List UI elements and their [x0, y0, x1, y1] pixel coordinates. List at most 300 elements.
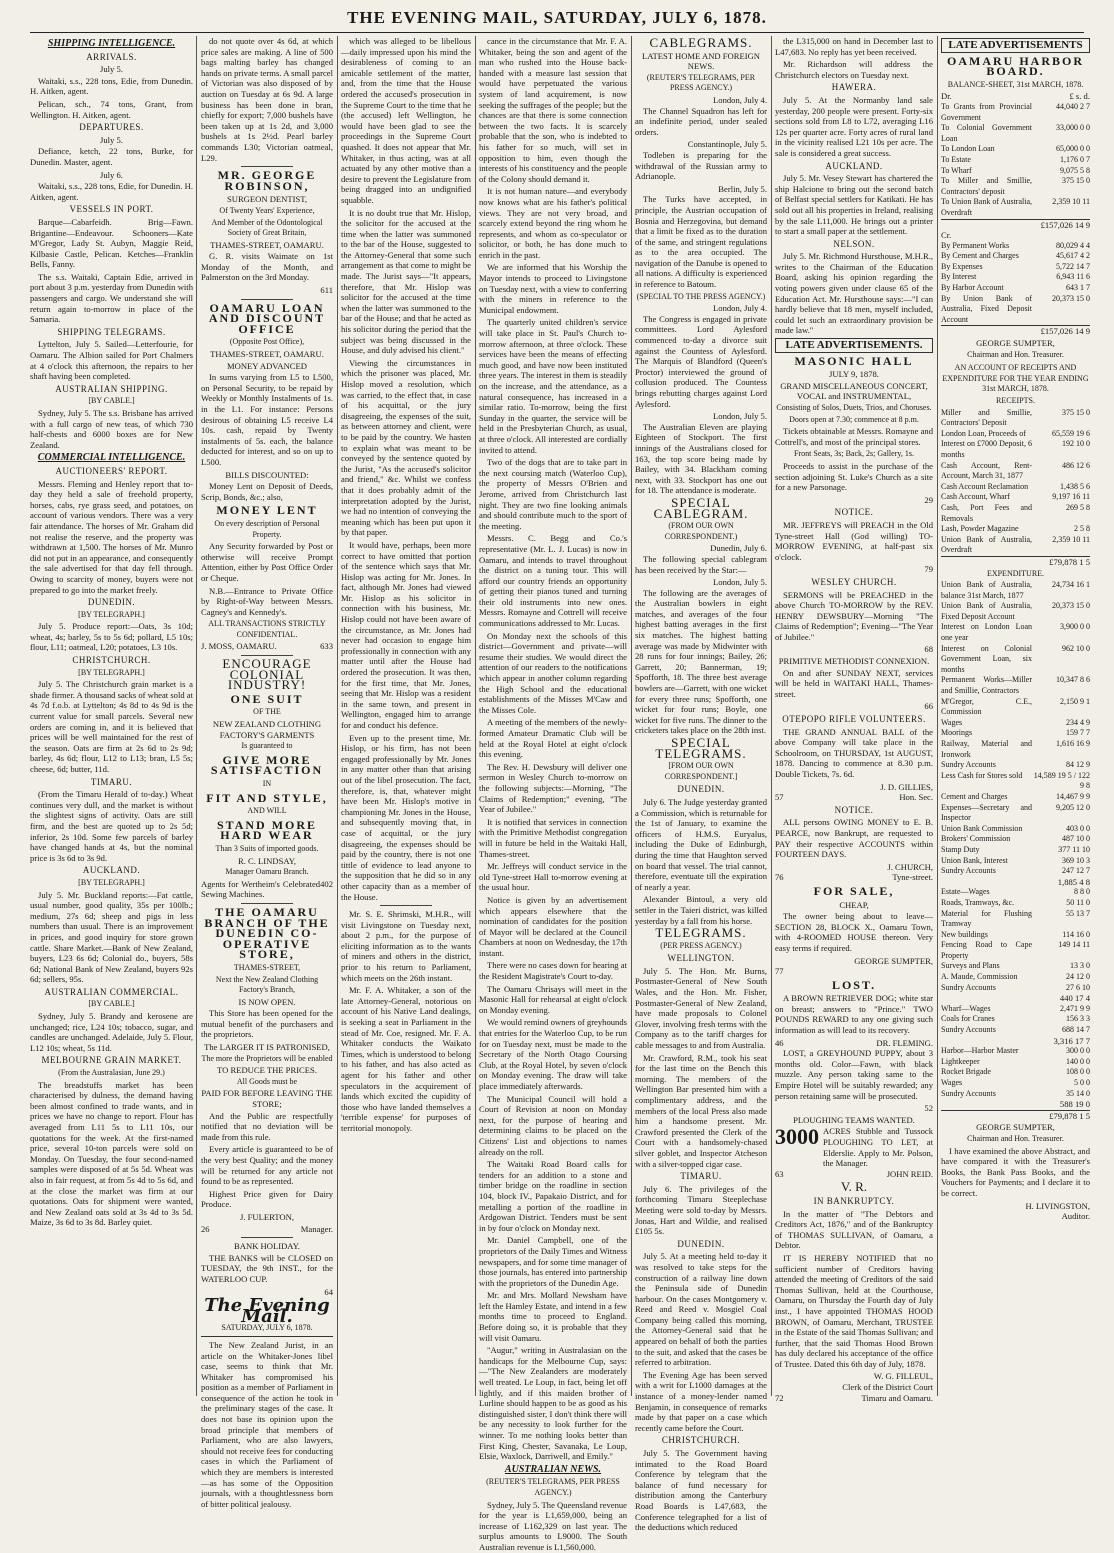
section-box-heading: LATE ADVERTISEMENTS. — [775, 338, 933, 353]
news-paragraph: July 5. Mr. Vesey Stewart has chartered the ship Halcione to bring out the second batch of Belfast special settlers for Katikati. He has sold out all his properties in Ireland, realising by the sale L11,000. He brings out a printer to start a small paper at the settlement. — [775, 173, 933, 237]
ad-number: 68 — [924, 644, 933, 655]
news-paragraph: The following special cablegram has been received by the Star:— — [635, 553, 767, 575]
subheading: CHRISTCHURCH. — [661, 1435, 741, 1446]
ad-heading: WESLEY CHURCH. — [811, 576, 897, 587]
row-value: 44,040 2 7 — [1056, 101, 1090, 111]
ad-heading: IN BANKRUPTCY. — [813, 1195, 895, 1206]
article-paragraph: Waitaki, s.s., 228 tons, Edie, for Dunedin. H. Aitken, agent. — [30, 181, 193, 202]
ad-line: Hon. Sec. — [899, 792, 933, 803]
row-value: 375 15 0 — [1062, 176, 1090, 186]
editorial-paragraph: Viewing the circumstances in which the prisoner was placed, Mr. Hislop moved a resolution, which was carried, to the effect that, in case of his acquittal, or the jury disagreeing, the expenses of the suit, as between attorney and client, were to be paid by the country. We hasten to explain what was meant to be conveyed by the sentence quoted by the Jurist, "As the accused's solicitor and friend," &c. Whilst we confess that it does probably admit of the interpretation adopted by the Jurist, we had no intention of conveying the meaning which has been put upon it by that paper. — [341, 357, 471, 538]
subheading: ARRIVALS. — [86, 51, 137, 62]
ad-line: NEW ZEALAND CLOTHING FACTORY'S GARMENTS — [212, 719, 322, 740]
ad-heading: STAND MORE HARD WEAR — [216, 817, 318, 843]
ad-text: THE BANKS will be CLOSED on TUESDAY, the 9th INST., for the WATERLOO CUP. — [201, 1252, 333, 1284]
article-paragraph: Waitaki, s.s., 228 tons, Edie, from Dunedin. H. Aitken, agent. — [30, 75, 193, 97]
row-label: M'Gregor, C.E., Commission — [941, 696, 1032, 717]
table-row — [941, 940, 1090, 961]
news-paragraph: It is not human nature—and everybody now knows what are his father's political views. They are not very broad, and scarcely extend beyond the ring whom he represents, and whom as co-speculator or solicitor, or both, he has done much to enrich in the past. — [479, 186, 627, 260]
news-paragraph: It is notified that services in connection with the Primitive Methodist congregation will in future be held in the Waitaki Hall, Thames-street. — [479, 816, 627, 859]
table-row — [941, 824, 1090, 835]
row-value: 50 11 0 — [1066, 897, 1090, 907]
table-row — [941, 845, 1090, 856]
source-line: (SPECIAL TO THE PRESS AGENCY.) — [636, 291, 766, 301]
cr-label: Cr. — [941, 230, 952, 241]
row-label: Interest on London Loan one year — [941, 622, 1032, 643]
editorial-paragraph: The New Zealand Jurist, in an article on the Whitaker-Jones libel case, seems to think that Mr. Whitaker has compromised his position as a member of Parliament in consequence of the action he took in the preliminary stages of the case. It does not base its opinion upon the broad principle that members of Parliament, who are also lawyers, should not receive fees for conducting cases in which the Parliament of which they are members is interested—as has some of the Opposition journals, with a thoughtlessness born of bitter political jealousy. — [201, 1339, 333, 1509]
row-value: 24 12 0 — [1066, 972, 1090, 982]
ad-number: 633 — [320, 641, 333, 652]
row-label: Union Bank of Australia, balance 31st March, 1877 — [941, 580, 1032, 600]
dateline: July 5. — [100, 134, 123, 145]
ad-line: Manager Oamaru Branch. — [225, 867, 309, 877]
table-row — [941, 272, 1090, 283]
row-value: 2,359 10 11 — [1052, 534, 1090, 544]
ad-line: Than 3 Suits of imported goods. — [215, 843, 319, 853]
ad-text: A BROWN RETRIEVER DOG; white star on breast; answers to "Prince." TWO POUNDS REWARD to any one giving such information as will lead to its recovery. — [775, 993, 933, 1036]
row-value: 9,075 5 8 — [1060, 165, 1090, 175]
column-1 — [30, 36, 193, 1398]
table-total: £157,026 14 9 — [941, 219, 1090, 231]
news-paragraph: We are informed that his Worship the Mayor intends to proceed to Livingstone on Tuesday next, with a view to conferring with the miners in reference to the Municipal endowment. — [479, 262, 627, 315]
ad-text: N.B.—Entrance to Private Office by Right-of-Way between Messrs. Cagney's and Kennedy's. — [201, 585, 333, 617]
row-label: To London Loan — [941, 144, 995, 154]
row-value: 1,616 16 9 — [1056, 739, 1090, 748]
ad-line: RECEIPTS. — [996, 396, 1035, 405]
ad-line: BALANCE-SHEET, 31st MARCH, 1878. — [947, 79, 1084, 89]
ad-line: Auditor. — [1061, 1211, 1090, 1222]
ad-line: JULY 9, 1878. — [829, 369, 879, 380]
table-row — [941, 866, 1090, 877]
source-line: (REUTER'S TELEGRAMS, PER PRESS AGENCY.) — [646, 72, 756, 93]
news-paragraph: "Augur," writing in Australasian on the handicaps for the Melbourne Cup, says:—"The New Zealanders are moderately well treated. Le Loup, in fact, being let off lightly, and if this maiden brother of Lurline should happen to be as good as his distinguished sister, I don't think there will be any necessity to look further for the winner. To me nothing looks better than First King, Chester, Savanaka, Le Loup, Elsie, Waxlock, Darriwell, and Emily." — [479, 1345, 627, 1462]
ad-line: TO REDUCE THE PRICES. — [217, 1065, 317, 1076]
news-paragraph: The quarterly united children's service will take place in St. Paul's Church to-morrow afternoon, at three o'clock. These services have been the means of effecting much good, and have now been instituted three years. The interest in them is steadily on the increase, and the attendance, as a natural consequence, has increased in a similar ratio. To-morrow, being the first Sunday in the quarter, the service will be held in the Presbyterian Church, as usual, at three o'clock. All interested are cordially invited to attend. — [479, 317, 627, 455]
article-paragraph: Lyttelton, July 5. Sailed—Letterfourie, for Oamaru. The Albion sailed for Port Chalmers at 4 o'clock this afternoon, the repairs to her shaft having been completed. — [30, 339, 193, 382]
ad-heading: FOR SALE, — [813, 883, 895, 898]
news-paragraph: July 5. The Hon. Mr. Burns, Postmaster-General of New South Wales, and the Hon. Mr. Fisher, Postmaster-General of New Zealand, have made proposals to Colonel Glover, involving fresh terms with the Company as to the tariff charges for cable messages to and from Australia. — [635, 965, 767, 1051]
subheading: AUCKLAND. — [825, 160, 883, 171]
row-value: 234 4 9 — [1066, 717, 1090, 727]
article-paragraph: Defiance, ketch, 22 tons, Burke, for Dunedin. Master, agent. — [30, 146, 193, 167]
row-value: 962 10 0 — [1062, 643, 1090, 653]
row-label: Estate—Wages — [941, 887, 990, 897]
row-value: 1,176 0 7 — [1060, 154, 1090, 164]
news-paragraph: July 5. The Government having intimated to the Road Board Conference by telegram that the balance of fund necessary for distribution among the Canterbury Road Boards is L47,683, the Conference telegraphed for a list of the deductions which reduced — [635, 1448, 767, 1533]
news-paragraph: The Channel Squadron has left for an indefinite period, under sealed orders. — [635, 105, 767, 137]
ad-heading: MASONIC HALL — [794, 353, 914, 368]
ad-line: THAMES-STREET, — [233, 962, 301, 972]
table-row — [941, 166, 1090, 177]
row-value: 375 15 0 — [1062, 407, 1090, 417]
ad-line: The LARGER IT IS PATRONISED, — [204, 1042, 330, 1053]
ad-line: Clerk of the District Court — [842, 1382, 933, 1393]
row-label: Wages — [941, 1078, 963, 1087]
subheading: LATEST HOME AND FOREIGN NEWS. — [641, 50, 760, 72]
row-value: 65,000 0 0 — [1056, 144, 1090, 154]
table-row — [941, 461, 1090, 482]
ad-line: (Opposite Post Office), — [229, 337, 305, 347]
table-row — [941, 983, 1090, 994]
row-label: Cash Account, Wharf — [941, 492, 1010, 502]
news-paragraph: Alexander Bintoul, a very old settler in the Taieri district, was killed yesterday by a fall from his horse. — [635, 894, 767, 926]
divider — [241, 903, 294, 904]
article-paragraph: July 5. Mr. Buckland reports:—Fat cattle, usual number, good quality, 35s per 100lb.; medium, 27s 6d; sheep and pigs in less numbers than usual. There is an improvement in prices, and good inquiry for store grown cattle. Share Market.—Bank of New Zealand, buyers, L23 6s 6d; Colonial do., buyers, 58s 6d; National Bank of New Zealand, buyers 92s 6d; sellers, 95s. — [30, 889, 193, 985]
news-paragraph: July 5. Mr. Richmond Hursthouse, M.H.R., writes to the Chairman of the Education Board, asking his opinion regarding the voting powers given under clause 65 of the Education Act. Mr. Hursthouse says:—"I can hardly believe that 18 men, myself included, could let such an extraordinary provision be made law." — [775, 251, 933, 336]
article-paragraph: Pelican, sch., 74 tons, Grant, from Wellington. H. Aitken, agent. — [30, 98, 193, 120]
ad-heading: NOTICE. — [834, 804, 874, 815]
divider — [241, 166, 294, 167]
ad-line: Of Twenty Years' Experience, — [219, 205, 315, 215]
column-rule — [937, 36, 938, 1396]
table-row — [941, 834, 1090, 845]
ad-number: 46 — [775, 1037, 784, 1048]
table-row — [941, 123, 1090, 144]
row-label: Coals for Cranes — [941, 1014, 995, 1024]
article-paragraph: Sydney, July 5. The s.s. Brisbane has arrived with a full cargo of new teas, of which 730 half-chests and 6000 boxes are for New Zealand. — [30, 408, 193, 450]
ad-heading: PRIMITIVE METHODIST CONNEXION. — [778, 656, 930, 667]
row-value: 377 11 10 — [1058, 844, 1090, 854]
row-value: 247 12 7 — [1062, 866, 1090, 876]
row-value: 2,471 9 9 — [1060, 1003, 1090, 1013]
row-label: Material for Flushing Tramway — [941, 908, 1032, 929]
ad-signer: J. MOSS, OAMARU. — [201, 641, 277, 652]
row-value: 192 10 0 — [1062, 439, 1090, 449]
row-value: 80,029 4 4 — [1056, 240, 1090, 250]
ad-signature — [201, 879, 333, 900]
ad-text: Every article is guaranteed to be of the very best Quality; and the money will be returned for any article not found to be as represented. — [201, 1144, 333, 1187]
ad-line: EXPENDITURE. — [986, 568, 1045, 578]
row-label: To Colonial Government Loan — [941, 123, 1032, 143]
news-paragraph: Mr. S. E. Shrimski, M.H.R., will visit Livingstone on Tuesday next, about 2 p.m., for the purpose of eliciting information as to the wants of miners and others in the district, prior to his return to Parliament, which meets on the 26th instant. — [341, 909, 471, 983]
row-label: Moorings — [941, 728, 973, 738]
row-label: To Grants from Provincial Government — [941, 101, 1032, 122]
ad-signer: GEORGE SUMPTER, — [854, 955, 933, 966]
row-label: Wages — [941, 717, 963, 727]
table-row — [941, 1067, 1090, 1078]
source-line: (PER PRESS AGENCY.) — [660, 940, 742, 950]
table-row — [941, 144, 1090, 155]
ad-line: Tyne-street. — [892, 872, 933, 883]
ad-line: All Goods must be — [236, 1076, 298, 1086]
ad-signer: R. C. LINDSAY, — [237, 855, 297, 866]
row-label: Fencing Road to Cape Property — [941, 940, 1032, 960]
table-row — [941, 524, 1090, 535]
table-row — [941, 439, 1090, 460]
source-line: [FROM OUR OWN CORRESPONDENT.] — [664, 761, 738, 781]
section-heading: SPECIAL CABLEGRAM. — [653, 494, 749, 521]
table-row — [941, 792, 1090, 803]
table-subtotal: 588 19 0 — [1059, 1099, 1090, 1110]
ad-line: SURGEON DENTIST, — [226, 194, 308, 205]
news-paragraph: Messrs. C. Begg and Co.'s representative (Mr. L. J. Lucas) is now in Oamaru, and intends to travel throughout the district on a tuning tour. This will afford our country friends an opportunity of getting their pianos tuned and turning their old instruments into new ones. Messrs. Romayne and Cottrell will receive communications addressed to Mr. Lucas. — [479, 533, 627, 629]
row-value: 33,000 0 0 — [1056, 123, 1090, 133]
ad-number: 52 — [924, 1103, 933, 1114]
row-label: By Expenses — [941, 261, 983, 271]
column-rule — [631, 36, 632, 1396]
article-paragraph: July 5. The Christchurch grain market is a shade firmer. A thousand sacks of wheat sold at 4s 7d f.o.b. at Lyttelton; 4s 8d to 4s 9d is the current value for small parcels. Several new orders are coming in, and it is believed that prices will be well maintained for the rest of the season. Oats are firm at 2s 6d to 2s 9d; barley, 4s 6d; flour, L12 to L13; bran, L5 5s; cheese, 6d; butter, 11d. — [30, 679, 194, 774]
section-heading: COMMERCIAL INTELLIGENCE. — [37, 452, 186, 464]
ad-heading: BANK HOLIDAY. — [234, 1241, 300, 1252]
dateline: London, July 5. — [713, 577, 767, 588]
article-paragraph: Sydney, July 5. Brandy and kerosene are unchanged; rice, L24 10s; tobacco, sugar, and candles are unchanged. Adelaide, July 5. Flour, L12 10s; wheat, 5s 11d. — [30, 1011, 193, 1053]
row-value: 5,722 14 7 — [1056, 261, 1090, 271]
divider — [241, 1237, 294, 1238]
ad-text: Proceeds to assist in the purchase of the section adjoining St. Luke's Church as a site for a new Parsonage. — [775, 460, 933, 493]
table-row — [941, 728, 1090, 739]
ad-number: 57 — [775, 792, 784, 803]
row-label: Expenses—Secretary and Inspector — [941, 802, 1032, 823]
row-value: 13 3 0 — [1070, 961, 1090, 971]
row-label: Union Bank of Australia, Fixed Deposit Account — [941, 601, 1032, 621]
news-paragraph: July 5. At a meeting held to-day it was resolved to take steps for the construction of a railway line down the Peninsula side of Dunedin harbour. On the cases Montgomery v. Reed and Reed v. Mosgiel Coal Company being called this morning, the Attorney-General said that he appeared on behalf of both the parties to the suit, and asked that the cases be referred to arbitration. — [635, 1251, 767, 1368]
dateline: London, July 4. — [713, 94, 767, 105]
subheading: TIMARU. — [90, 776, 133, 787]
row-label: London Loan, Proceeds of — [941, 428, 1026, 438]
dr-label: Dr. — [941, 91, 952, 102]
table-row — [941, 1014, 1090, 1025]
ad-line: Chairman and Hon. Treasurer. — [967, 349, 1064, 359]
news-paragraph: July 5. At the Normanby land sale yesterday, 200 people were present. Forty-six sections sold from L8 to L72, averaging L16 12s per quarter acre. Forty acres of rural land in the vicinity realised L21 10s per acre. The sale is considered a great success. — [775, 94, 933, 158]
subheading: HAWERA. — [831, 82, 877, 93]
table-row — [941, 535, 1090, 556]
source-line: [BY TELEGRAPH.] — [78, 609, 145, 619]
ad-line: MONEY ADVANCED — [227, 360, 307, 371]
table-row — [941, 771, 1090, 792]
article-paragraph: July 5. Produce report:—Oats, 3s 10d; wheat, 4s; barley, 5s to 5s 6d; pollard, L5 10s; flour, L11; oatmeal, L20; potatoes, L3 10s. — [30, 621, 193, 653]
ad-heading: THE OAMARU BRANCH OF THE DUNEDIN CO-OPERATIVE STORE, — [204, 904, 330, 962]
ad-text: ACRES Stubble and Tussock PLOUGHING TO LET, at Elderslie. Apply to Mr. Polson, the Manager. — [823, 1126, 933, 1169]
ad-number: 79 — [924, 564, 933, 575]
ad-signature — [775, 1038, 933, 1049]
ad-line: Doors open at 7.30; commence at 8 p.m. — [789, 414, 919, 424]
column-rule — [337, 36, 338, 1396]
paper-dateline: SATURDAY, JULY 6, 1878. — [201, 1323, 333, 1337]
harbor-table — [941, 1046, 1090, 1099]
table-row — [941, 251, 1090, 262]
table-row — [941, 644, 1090, 676]
row-value: 20,373 15 0 — [1052, 601, 1090, 611]
news-paragraph: The Municipal Council will hold a Court of Revision at noon on Monday next, for the purpose of hearing and determining claims to be placed on the Citizens' List and objections to names already on the roll. — [479, 1093, 627, 1157]
subheading: SHIPPING TELEGRAMS. — [57, 326, 166, 337]
subheading: AUSTRALIAN SHIPPING. — [55, 383, 168, 394]
section-heading: SHIPPING INTELLIGENCE. — [47, 38, 176, 49]
row-label: Cash Account Reclamation — [941, 481, 1029, 491]
row-label: Sundry Accounts — [941, 760, 996, 770]
row-value: 84 12 9 — [1066, 760, 1090, 770]
dateline: London, July 5. — [713, 411, 767, 422]
subheading: DUNEDIN. — [87, 597, 136, 608]
ad-line: Front Seats, 3s; Back, 2s; Gallery, 1s. — [794, 449, 914, 459]
row-label: Rocket Brigade — [941, 1067, 991, 1077]
ad-line: IS NOW OPEN. — [238, 996, 296, 1007]
ad-number: 611 — [320, 285, 333, 296]
section-box-heading: LATE ADVERTISEMENTS — [941, 38, 1090, 53]
ad-heading: PLOUGHING TEAMS WANTED. — [793, 1114, 915, 1125]
row-label: Sundry Accounts — [941, 1088, 996, 1098]
ad-text: THE GRAND ANNUAL BALL of the above Company will take place in the Schoolroom, on THURSDAY, 1st AUGUST, 1878. Dancing to commence at 8.30 p.m. Double Tickets, 7s. 6d. — [775, 726, 933, 779]
ad-signature — [775, 1169, 933, 1180]
ad-number: 66 — [924, 701, 933, 712]
table-row — [941, 972, 1090, 983]
table-row — [941, 155, 1090, 166]
row-label: A. Maude, Commission — [941, 972, 1018, 982]
subheading: DUNEDIN. — [677, 784, 725, 795]
table-total: £79,878 1 5 — [941, 556, 1090, 568]
ad-text: LOST, a GREYHOUND PUPPY, about 3 months old. Color—Fawn, with black muzzle. Any person taking same to the Empire Hotel will be suitably rewarded; any person retaining same will be prosecuted. — [775, 1048, 933, 1101]
ad-number: 72 — [775, 1392, 784, 1403]
dateline: Constantinople, July 5. — [687, 139, 767, 150]
ad-text: The owner being about to leave— SECTION 28, BLOCK X., Oamaru Town, with 4-ROOMED HOUSE thereon. Very easy terms if required. — [775, 911, 933, 953]
ad-heading: GIVE MORE SATISFACTION — [210, 752, 324, 778]
row-label: By Union Bank of Australia, Fixed Deposit Account — [941, 293, 1032, 324]
article-paragraph: do not quote over 4s 6d, at which price sales are making. A line of 500 bags malting barley has changed hands on private terms. A small parcel of Victorian was also disposed of by auction on Tuesday at 6s 9d. A large business has been done in bran, chiefly for export; 7,000 bushels have been taken up at 1s 2d, and 3,000 bushels at 1s 2½d. Pearl barley commands L30; Victorian oatmeal, L29. — [201, 36, 333, 163]
row-label: Lightkeeper — [941, 1056, 980, 1066]
table-row — [941, 1089, 1090, 1100]
table-row — [941, 1046, 1090, 1057]
currency-label: £ s. d. — [1069, 91, 1090, 102]
source-line: [BY TELEGRAPH.] — [78, 667, 145, 677]
ad-text: Highest Price given for Dairy Produce. — [201, 1188, 333, 1210]
ad-text: SERMONS will be PREACHED in the above Church TO-MORROW by the REV. HENRY DEWSBURY—Morning "The Claims of Redemption"; Evening—"The Year of Jubilee." — [775, 589, 933, 642]
ad-signer: J. D. GILLIES, — [880, 781, 933, 792]
news-paragraph: July 6. The Judge yesterday granted a Commission, which is returnable for the 1st of January, to examine the officers of H.M.S. Euryalus, including the Duke of Edinburgh, during the time that Haughton served on board that vessel. The trial cannot, therefore, eventuate till the expiration of nearly a year. — [635, 796, 767, 892]
row-value: 9,205 12 0 — [1056, 802, 1090, 812]
table-row — [941, 697, 1090, 718]
news-paragraph: The Turks have accepted, in principle, the Austrian occupation of Bosnia and Herzegovina, but demand that a limit be fixed as to the duration of the same, and stringent regulations as to the area occupied. The navigation of the Danube is opened to all nations. A difficulty is experienced in reference to Batoum. — [635, 194, 767, 290]
row-value: 159 7 7 — [1066, 728, 1090, 738]
editorial-paragraph: which was alleged to be libellous—daily impressed upon his mind the desirableness of coming to an amicable settlement of the matter, and, from the time that the House ordered the accused's prosecution in the Supreme Court to the time that he (the accused) left Wellington, he would have been glad to see the proceedings in the Supreme Court quashed. It does not appear that Mr. Whitaker, in thus acting, was at all actuated by any other motive than a desire to prevent the Legislature from being dragged into an undignified squabble. — [341, 36, 471, 205]
subheading: WELLINGTON. — [667, 953, 735, 964]
table-row — [941, 803, 1090, 824]
column-5 — [635, 35, 767, 1533]
table-row — [941, 1057, 1090, 1068]
news-paragraph: On Monday next the schools of this district—Government and private—will resume their studies. We would direct the attention of our readers to the notifications which appear in another column regarding the High School and the educational establishments of the Misses M'Caw and the Misses Cole. — [479, 630, 627, 715]
row-value: 3,900 0 0 — [1060, 622, 1090, 632]
news-paragraph: The Evening Age has been served with a writ for L1000 damages at the instance of a money-lender named Benjamin, in consequence of remarks made by that paper on a case which recently came before the Court. — [635, 1369, 767, 1433]
subheading: NELSON. — [833, 238, 875, 249]
ad-line: Manager. — [300, 1223, 333, 1234]
table-row — [941, 580, 1090, 601]
ad-line: AND WILL — [247, 806, 287, 816]
table-row — [941, 176, 1090, 197]
ad-signer: W. G. FILLEUL, — [873, 1371, 933, 1382]
row-label: Miller and Smillie, Contractors' Deposit — [941, 407, 1032, 428]
divider — [241, 299, 294, 300]
column-2 — [201, 36, 333, 1509]
ad-number: 63 — [775, 1168, 784, 1179]
row-value: 688 14 7 — [1062, 1025, 1090, 1035]
column-rule — [771, 36, 772, 1396]
row-label: By Cement and Charges — [941, 251, 1019, 261]
ad-line: Next the New Zealand Clothing Factory's Branch, — [215, 974, 319, 995]
row-label: Permanent Works—Miller and Smillie, Contractors — [941, 675, 1032, 696]
row-value: 20,373 15 0 — [1052, 293, 1090, 303]
row-value: 156 3 3 — [1066, 1014, 1090, 1024]
ad-text: In sums varying from L5 to L500, on Personal Security, to be repaid by Weekly or Monthly Instalments of 1s. in the L1. For instance: Persons desirous of obtaining L5 receive L4 10s. cash, repaid by Twenty instalments of 5s. each, the balance deducted for interest, and so on up to L500. — [201, 372, 333, 467]
row-value: 27 6 10 — [1066, 982, 1090, 992]
subheading: DUNEDIN. — [677, 1238, 725, 1249]
row-label: Sundry Accounts — [941, 1025, 996, 1035]
ad-big-number: 3000 — [775, 1124, 819, 1150]
row-value: 5 0 0 — [1074, 1078, 1090, 1087]
subheading: VESSELS IN PORT. — [69, 204, 154, 215]
news-paragraph: Mr. Crawford, R.M., took his seat for the last time on the Bench this morning. The members of the Wellington Bar presented him with a complimentary address, and the members of the local Press also made him a handsome present. Mr. Crawford presented the Clerk of the Court with a handsomely-chased silver goblet, and Inspector Atcheson with a silver-topped cigar case. — [635, 1052, 767, 1169]
row-label: To Miller and Smillie, Contractors' deposit — [941, 176, 1032, 196]
table-row — [941, 961, 1090, 972]
ad-line: GRAND MISCELLANEOUS CONCERT, VOCAL and INSTRUMENTAL, — [780, 380, 928, 402]
row-value: 35 14 0 — [1066, 1088, 1090, 1098]
table-row — [941, 429, 1090, 440]
row-label: Stamp Duty — [941, 844, 980, 854]
dr-table — [941, 102, 1090, 219]
ad-line: IN — [262, 779, 272, 788]
dateline: Dunedin, July 6. — [710, 543, 767, 554]
table-subtotal: 3,316 17 7 — [1053, 1035, 1090, 1046]
ad-line: Agents for Wertheim's Celebrated Sewing Machines. — [201, 878, 321, 900]
news-paragraph: A meeting of the members of the newly-formed Amateur Dramatic Club will be held at the Royal Hotel at eight o'clock this evening. — [479, 717, 627, 760]
row-label: Union Bank of Australia, Overdraft — [941, 534, 1032, 555]
row-label: Wharf—Wages — [941, 1003, 991, 1013]
row-value: 45,617 4 2 — [1056, 251, 1090, 261]
news-paragraph: Mr. Richardson will address the Christchurch electors on Tuesday next. — [775, 59, 933, 80]
ad-signature — [775, 1393, 933, 1404]
source-line: (FROM OUR OWN CORRESPONDENT.) — [664, 521, 738, 541]
subheading: TIMARU. — [680, 1171, 722, 1182]
news-paragraph: The Oamaru Chrisays will meet in the Masonic Hall for rehearsal at eight o'clock on Monday evening. — [479, 983, 627, 1015]
ad-signer: JOHN REID. — [886, 1168, 933, 1179]
table-total: £79,878 1 5 — [941, 1110, 1090, 1122]
row-value: 140 0 0 — [1066, 1056, 1090, 1066]
source-line: [BY CABLE.] — [88, 999, 135, 1009]
ad-number: 64 — [324, 1286, 333, 1297]
row-label: By Harbor Account — [941, 283, 1004, 293]
table-row — [941, 1004, 1090, 1015]
masthead: THE EVENING MAIL, SATURDAY, JULY 6, 1878. — [30, 8, 1084, 33]
cr-table — [941, 241, 1090, 326]
table-row — [941, 503, 1090, 524]
estate-table — [941, 887, 1090, 993]
ad-text: MR. JEFFREYS will PREACH in the Old Tyne-street Hall (God willing) TO-MORROW EVENING, at half-past six o'clock. — [775, 519, 933, 562]
news-paragraph: Notice is given by an advertisement which appears elsewhere that the nomination of candidates for the position of Mayor will be declared at the Council Chambers at noon on Wednesday, the 17th instant. — [479, 894, 627, 958]
ad-number: 402 — [320, 878, 333, 889]
row-value: 486 12 6 — [1062, 460, 1090, 470]
column-6 — [775, 36, 933, 1403]
ad-signer: GEORGE SUMPTER, — [976, 1122, 1055, 1133]
subheading: AUCTIONEERS' REPORT. — [55, 465, 168, 476]
article-paragraph: Barque—Cabarfeidh. Brig—Fawn. Brigantine—Endeavour. Schooners—Kate M'Gregor, Lady St. Aubyn, Maggie Reid, Kilbasie Castle, Pelican. Ketches—Franklin Bells, Fanny. — [30, 216, 193, 270]
ad-heading: MONEY LENT — [216, 503, 318, 518]
dateline: London, July 4. — [713, 303, 767, 314]
row-label: Harbor—Harbor Master — [941, 1046, 1019, 1056]
column-3 — [341, 36, 471, 1398]
table-row — [941, 492, 1090, 503]
news-paragraph: Mr. Jeffreys will conduct service in the old Tyne-street Hall to-morrow evening at the usual hour. — [479, 861, 627, 893]
dateline: July 6. — [100, 169, 123, 180]
ad-text: G. R. visits Waimate on 1st Monday of the Month, and Palmerston on the 3rd Monday. — [201, 251, 333, 283]
subheading: MELBOURNE GRAIN MARKET. — [41, 1055, 182, 1066]
table-row — [941, 601, 1090, 622]
table-row — [941, 1078, 1090, 1089]
row-label: Union Bank Commission — [941, 823, 1023, 833]
table-row — [941, 408, 1090, 429]
ad-text: On and after SUNDAY NEXT, services will be held in WAITAKI HALL, Thames-street. — [775, 667, 933, 699]
ad-line: OF THE — [253, 707, 281, 717]
row-value: 10,347 8 6 — [1056, 675, 1090, 685]
ad-line: BILLS DISCOUNTED: — [225, 469, 309, 480]
ad-line: THAMES-STREET, OAMARU. — [210, 239, 324, 250]
table-row — [941, 898, 1090, 909]
